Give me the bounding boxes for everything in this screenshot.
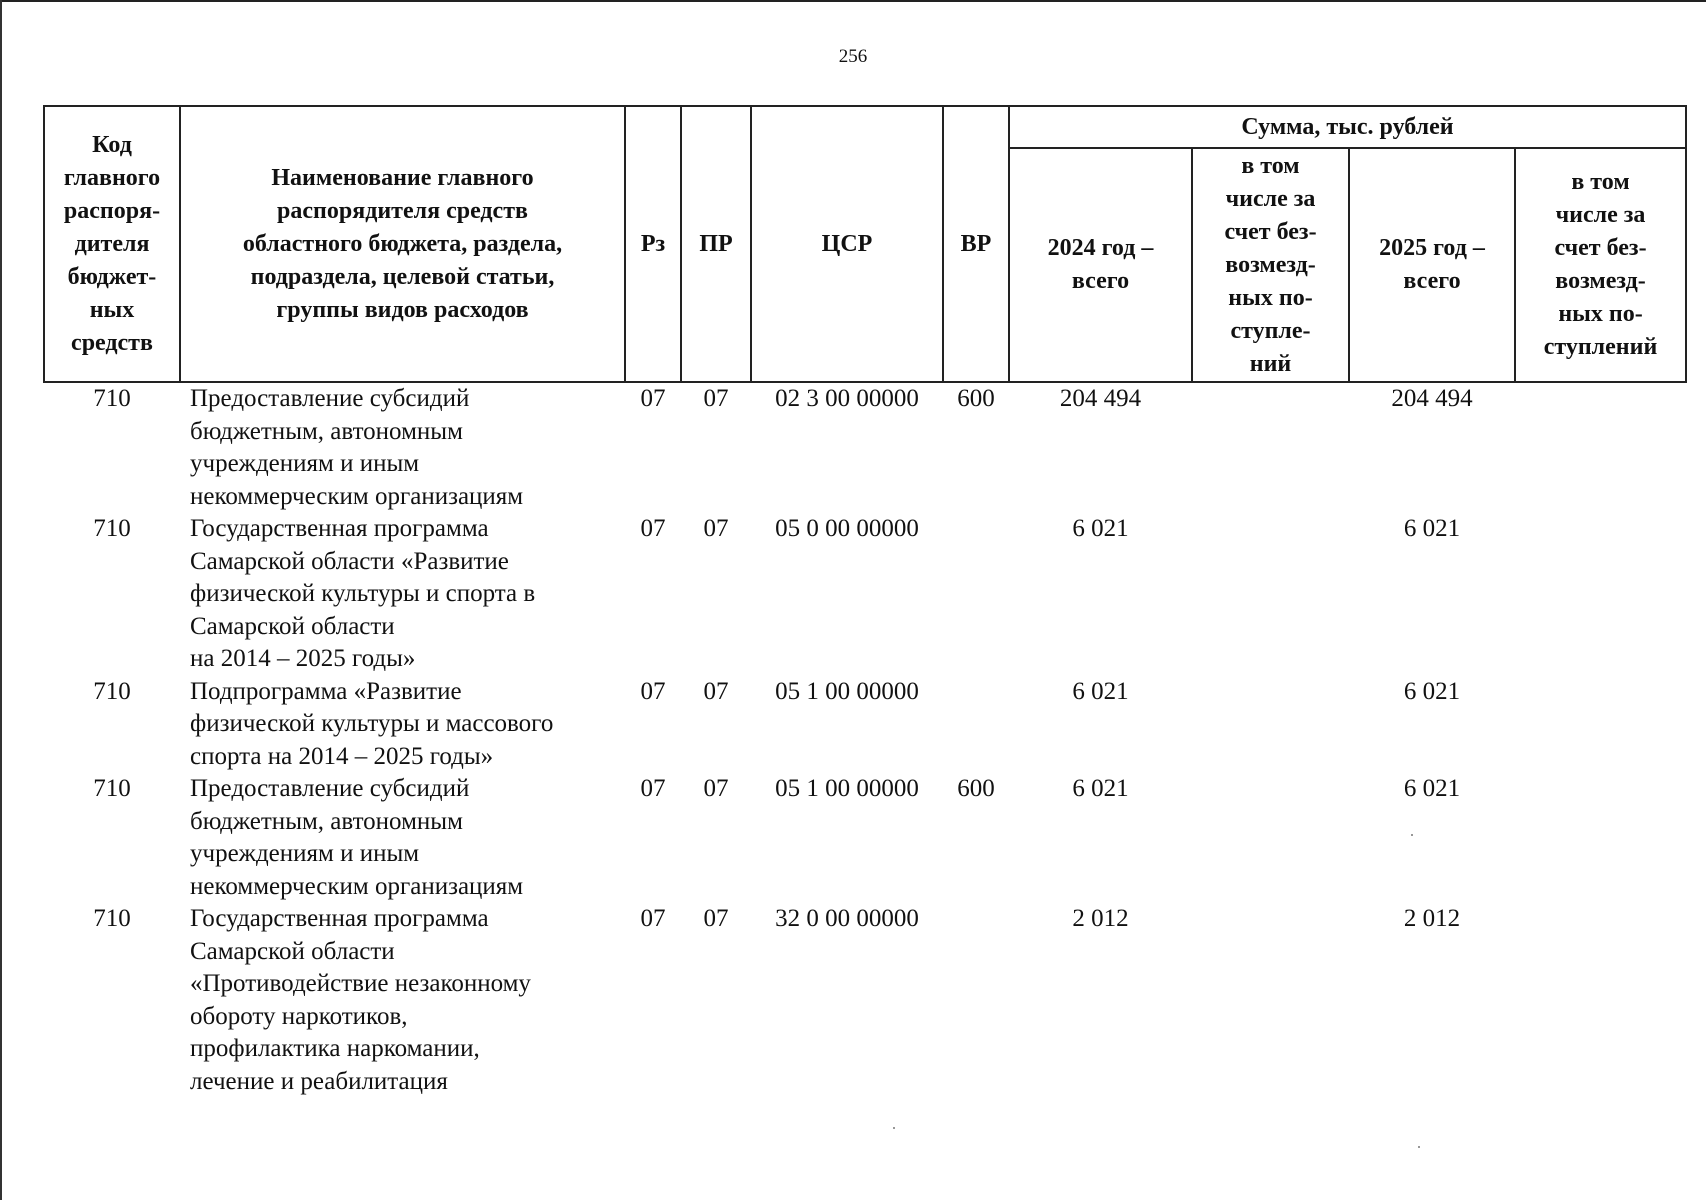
table-row bbox=[44, 676, 1686, 774]
row-pr: 07 bbox=[703, 905, 729, 932]
header-2024-gratuitous: в том числе за счет без- возмезд- ных по- ступле- ний bbox=[1192, 148, 1349, 382]
row-rz: 07 bbox=[640, 905, 666, 932]
budget-table bbox=[43, 105, 1687, 1098]
header-2024-total: 2024 год – всего bbox=[1009, 148, 1192, 382]
row-2024-gratuitous bbox=[1192, 513, 1349, 676]
header-2025-total: 2025 год – всего bbox=[1349, 148, 1515, 382]
row-pr: 07 bbox=[703, 775, 729, 802]
header-2025-gratuitous: в том числе за счет без- возмезд- ных по- ступлений bbox=[1515, 148, 1686, 382]
table-row bbox=[44, 773, 1686, 903]
row-csr: 02 3 00 00000 bbox=[775, 385, 919, 412]
page-top-border bbox=[0, 0, 1706, 2]
row-code: 710 bbox=[93, 905, 131, 932]
row-vr bbox=[943, 903, 1009, 1098]
row-pr: 07 bbox=[703, 385, 729, 412]
header-name: Наименование главного распорядителя средств областного бюджета, раздела, подраздела, целевой статьи, группы видов расходов bbox=[180, 106, 625, 382]
row-rz: 07 bbox=[640, 385, 666, 412]
row-2024-total: 204 494 bbox=[1059, 385, 1142, 412]
row-rz: 07 bbox=[640, 515, 666, 542]
header-code: Код главного распоря- дителя бюджет- ных средств bbox=[44, 106, 180, 382]
row-name: Государственная программа Самарской области «Развитие физической культуры и спорта в Самарской области на 2014 – 2025 годы» bbox=[190, 515, 536, 672]
row-2025-gratuitous bbox=[1515, 773, 1686, 903]
row-code: 710 bbox=[93, 515, 131, 542]
row-2025-gratuitous bbox=[1515, 903, 1686, 1098]
row-2025-total: 2 012 bbox=[1403, 905, 1461, 932]
row-name: Подпрограмма «Развитие физической культуры и массового спорта на 2014 – 2025 годы» bbox=[190, 677, 554, 770]
row-csr: 32 0 00 00000 bbox=[775, 905, 919, 932]
row-vr bbox=[943, 676, 1009, 774]
row-csr: 05 1 00 00000 bbox=[775, 775, 919, 802]
row-vr: 600 bbox=[957, 385, 995, 412]
page-left-border bbox=[0, 0, 2, 1200]
row-vr bbox=[943, 513, 1009, 676]
row-2024-gratuitous bbox=[1192, 676, 1349, 774]
row-2024-total: 6 021 bbox=[1072, 515, 1129, 542]
row-rz: 07 bbox=[640, 775, 666, 802]
table-body bbox=[44, 382, 1686, 1098]
row-code: 710 bbox=[93, 677, 131, 705]
table-row bbox=[44, 903, 1686, 1098]
row-csr: 05 0 00 00000 bbox=[775, 515, 919, 542]
row-code: 710 bbox=[93, 385, 131, 412]
page-number: 256 bbox=[838, 46, 868, 67]
row-csr: 05 1 00 00000 bbox=[775, 677, 919, 705]
row-2025-total: 6 021 bbox=[1403, 515, 1461, 542]
header-rz: Рз bbox=[625, 106, 681, 382]
row-2025-gratuitous bbox=[1515, 676, 1686, 774]
table-row bbox=[44, 513, 1686, 676]
scan-speck bbox=[1411, 834, 1413, 836]
row-pr: 07 bbox=[703, 515, 729, 542]
row-2025-gratuitous bbox=[1515, 382, 1686, 513]
row-name: Государственная программа Самарской области «Противодействие незаконному обороту наркотиков, профилактика наркомании, лечение и реабилитация bbox=[190, 905, 531, 1095]
row-2025-gratuitous bbox=[1515, 513, 1686, 676]
row-2024-total: 2 012 bbox=[1072, 905, 1129, 932]
row-2025-total: 6 021 bbox=[1403, 775, 1461, 802]
row-name: Предоставление субсидий бюджетным, автономным учреждениям и иным некоммерческим организациям bbox=[190, 385, 524, 510]
row-2025-total: 204 494 bbox=[1391, 385, 1473, 412]
scan-speck bbox=[1418, 1146, 1420, 1148]
header-vr: ВР bbox=[943, 106, 1009, 382]
row-2024-total: 6 021 bbox=[1072, 775, 1129, 802]
row-2025-total: 6 021 bbox=[1403, 677, 1461, 705]
row-2024-gratuitous bbox=[1192, 903, 1349, 1098]
row-2024-gratuitous bbox=[1192, 382, 1349, 513]
table-header bbox=[44, 106, 1686, 382]
header-pr: ПР bbox=[681, 106, 751, 382]
header-csr: ЦСР bbox=[751, 106, 943, 382]
row-rz: 07 bbox=[640, 677, 666, 705]
row-pr: 07 bbox=[703, 677, 729, 705]
header-sum: Сумма, тыс. рублей bbox=[1009, 106, 1686, 148]
row-2024-total: 6 021 bbox=[1072, 677, 1129, 705]
row-vr: 600 bbox=[957, 775, 995, 802]
row-code: 710 bbox=[93, 775, 131, 802]
table-row bbox=[44, 382, 1686, 513]
row-name: Предоставление субсидий бюджетным, автономным учреждениям и иным некоммерческим организациям bbox=[190, 775, 524, 900]
row-2024-gratuitous bbox=[1192, 773, 1349, 903]
scan-speck bbox=[893, 1127, 895, 1129]
